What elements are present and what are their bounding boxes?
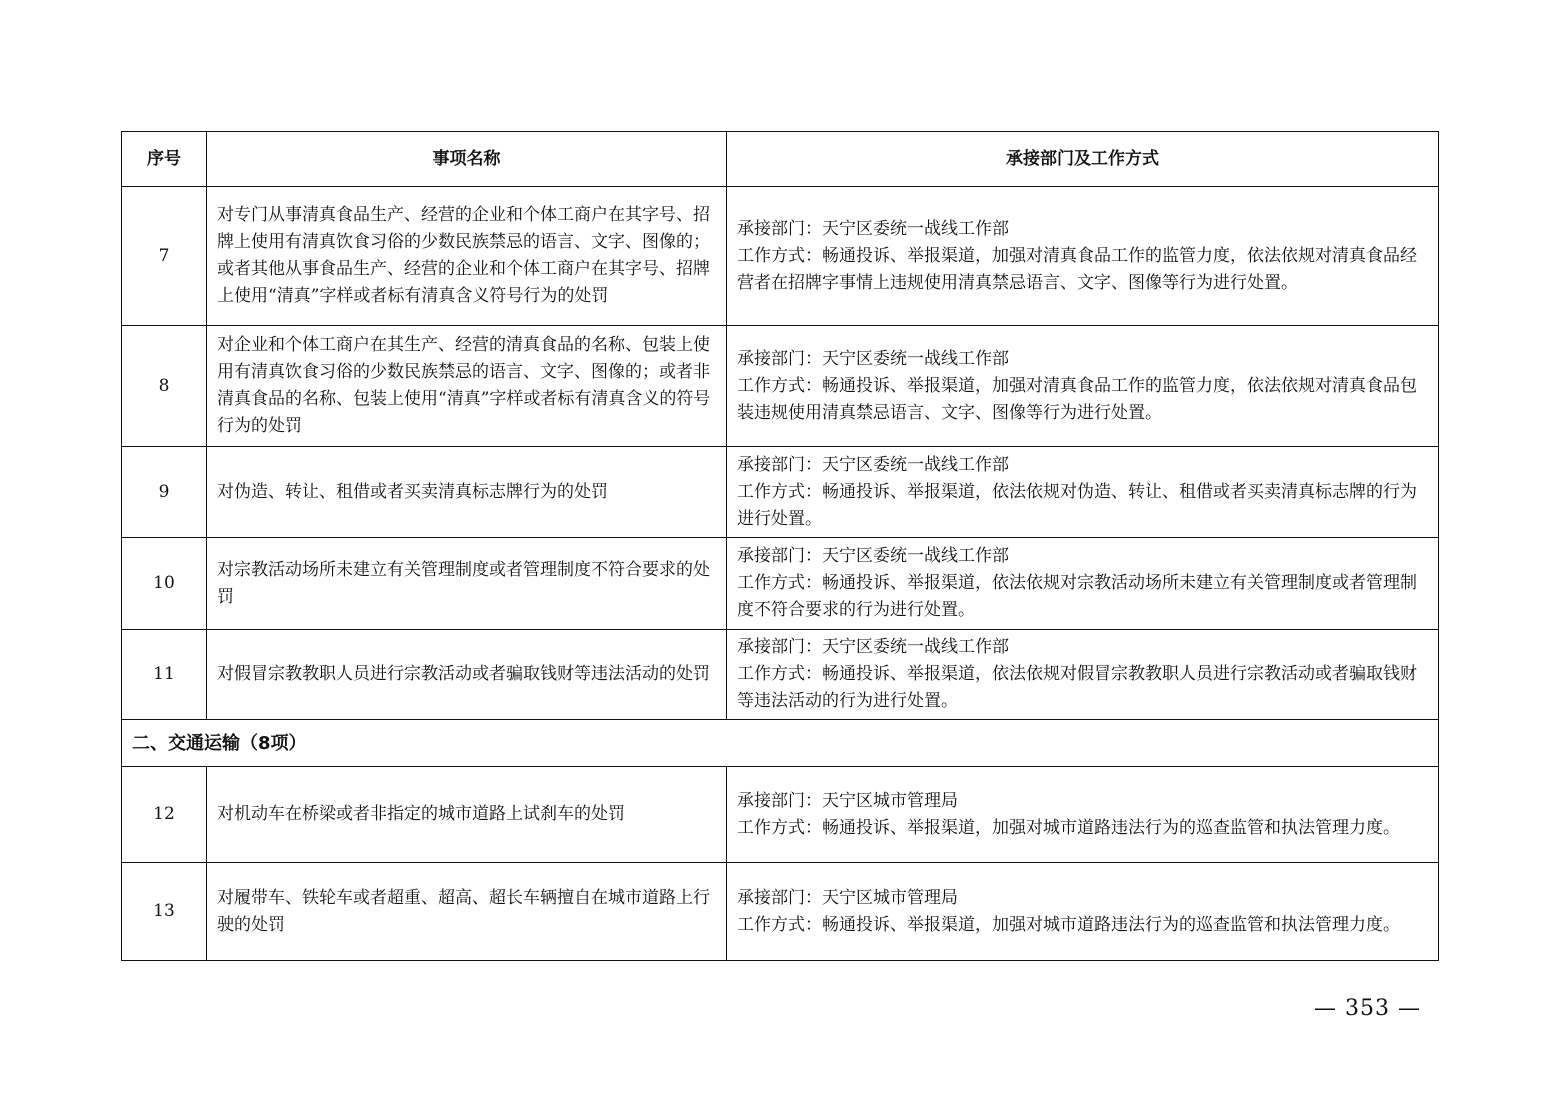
row-serial-number: 11	[122, 630, 207, 720]
work-method-line: 工作方式：畅通投诉、举报渠道，依法依规对假冒宗教教职人员进行宗教活动或者骗取钱财等违法活动的行为进行处置。	[737, 664, 1417, 711]
header-serial-number: 序号	[122, 132, 207, 187]
department-line: 承接部门：天宁区城市管理局	[737, 790, 958, 811]
work-method-line: 工作方式：畅通投诉、举报渠道，依法依规对伪造、转让、租借或者买卖清真标志牌的行为进行处置。	[737, 481, 1417, 529]
table-row	[122, 630, 1439, 720]
matters-table	[121, 131, 1439, 961]
row-serial-number: 12	[122, 767, 207, 863]
header-item-name: 事项名称	[207, 132, 727, 187]
row-item-name: 对假冒宗教教职人员进行宗教活动或者骗取钱财等违法活动的处罚	[207, 630, 727, 720]
row-department-method	[727, 326, 1439, 447]
row-department-method	[727, 767, 1439, 863]
table-row	[122, 326, 1439, 447]
department-line: 承接部门：天宁区委统一战线工作部	[737, 218, 1009, 239]
table-row	[122, 767, 1439, 863]
work-method-line: 工作方式：畅通投诉、举报渠道，依法依规对宗教活动场所未建立有关管理制度或者管理制度不符合要求的行为进行处置。	[737, 573, 1417, 620]
row-item-name: 对宗教活动场所未建立有关管理制度或者管理制度不符合要求的处罚	[207, 538, 727, 630]
row-department-method	[727, 187, 1439, 326]
table-row	[122, 447, 1439, 538]
row-department-method	[727, 630, 1439, 720]
department-line: 承接部门：天宁区委统一战线工作部	[737, 546, 1009, 566]
header-department-method: 承接部门及工作方式	[727, 132, 1439, 187]
work-method-line: 工作方式：畅通投诉、举报渠道，加强对清真食品工作的监管力度，依法依规对清真食品经营者在招牌字事情上违规使用清真禁忌语言、文字、图像等行为进行处置。	[737, 245, 1417, 293]
row-item-name: 对专门从事清真食品生产、经营的企业和个体工商户在其字号、招牌上使用有清真饮食习俗的少数民族禁忌的语言、文字、图像的；或者其他从事食品生产、经营的企业和个体工商户在其字号、招牌上使用“清真”字样或者标有清真含义符号行为的处罚	[207, 187, 727, 326]
row-serial-number: 7	[122, 187, 207, 326]
row-serial-number: 9	[122, 447, 207, 538]
department-line: 承接部门：天宁区委统一战线工作部	[737, 637, 1009, 657]
section-title: 二、交通运输（8项）	[122, 720, 1439, 767]
table-header-row	[122, 132, 1439, 187]
department-line: 承接部门：天宁区委统一战线工作部	[737, 454, 1009, 475]
table-row	[122, 538, 1439, 630]
row-serial-number: 13	[122, 863, 207, 961]
work-method-line: 工作方式：畅通投诉、举报渠道，加强对城市道路违法行为的巡查监管和执法管理力度。	[737, 817, 1400, 838]
section-heading-row	[122, 720, 1439, 767]
department-line: 承接部门：天宁区委统一战线工作部	[737, 348, 1009, 369]
work-method-line: 工作方式：畅通投诉、举报渠道，加强对城市道路违法行为的巡查监管和执法管理力度。	[737, 914, 1400, 935]
row-serial-number: 10	[122, 538, 207, 630]
page-number: — 353 —	[1314, 996, 1421, 1021]
department-line: 承接部门：天宁区城市管理局	[737, 887, 958, 908]
work-method-line: 工作方式：畅通投诉、举报渠道，加强对清真食品工作的监管力度，依法依规对清真食品包装违规使用清真禁忌语言、文字、图像等行为进行处置。	[737, 375, 1417, 423]
row-item-name: 对履带车、铁轮车或者超重、超高、超长车辆擅自在城市道路上行驶的处罚	[207, 863, 727, 961]
table-row	[122, 863, 1439, 961]
row-item-name: 对伪造、转让、租借或者买卖清真标志牌行为的处罚	[207, 447, 727, 538]
row-department-method	[727, 863, 1439, 961]
table-row	[122, 187, 1439, 326]
row-department-method	[727, 447, 1439, 538]
row-item-name: 对机动车在桥梁或者非指定的城市道路上试刹车的处罚	[207, 767, 727, 863]
row-department-method	[727, 538, 1439, 630]
row-item-name: 对企业和个体工商户在其生产、经营的清真食品的名称、包装上使用有清真饮食习俗的少数民族禁忌的语言、文字、图像的；或者非清真食品的名称、包装上使用“清真”字样或者标有清真含义的符号行为的处罚	[207, 326, 727, 447]
row-serial-number: 8	[122, 326, 207, 447]
